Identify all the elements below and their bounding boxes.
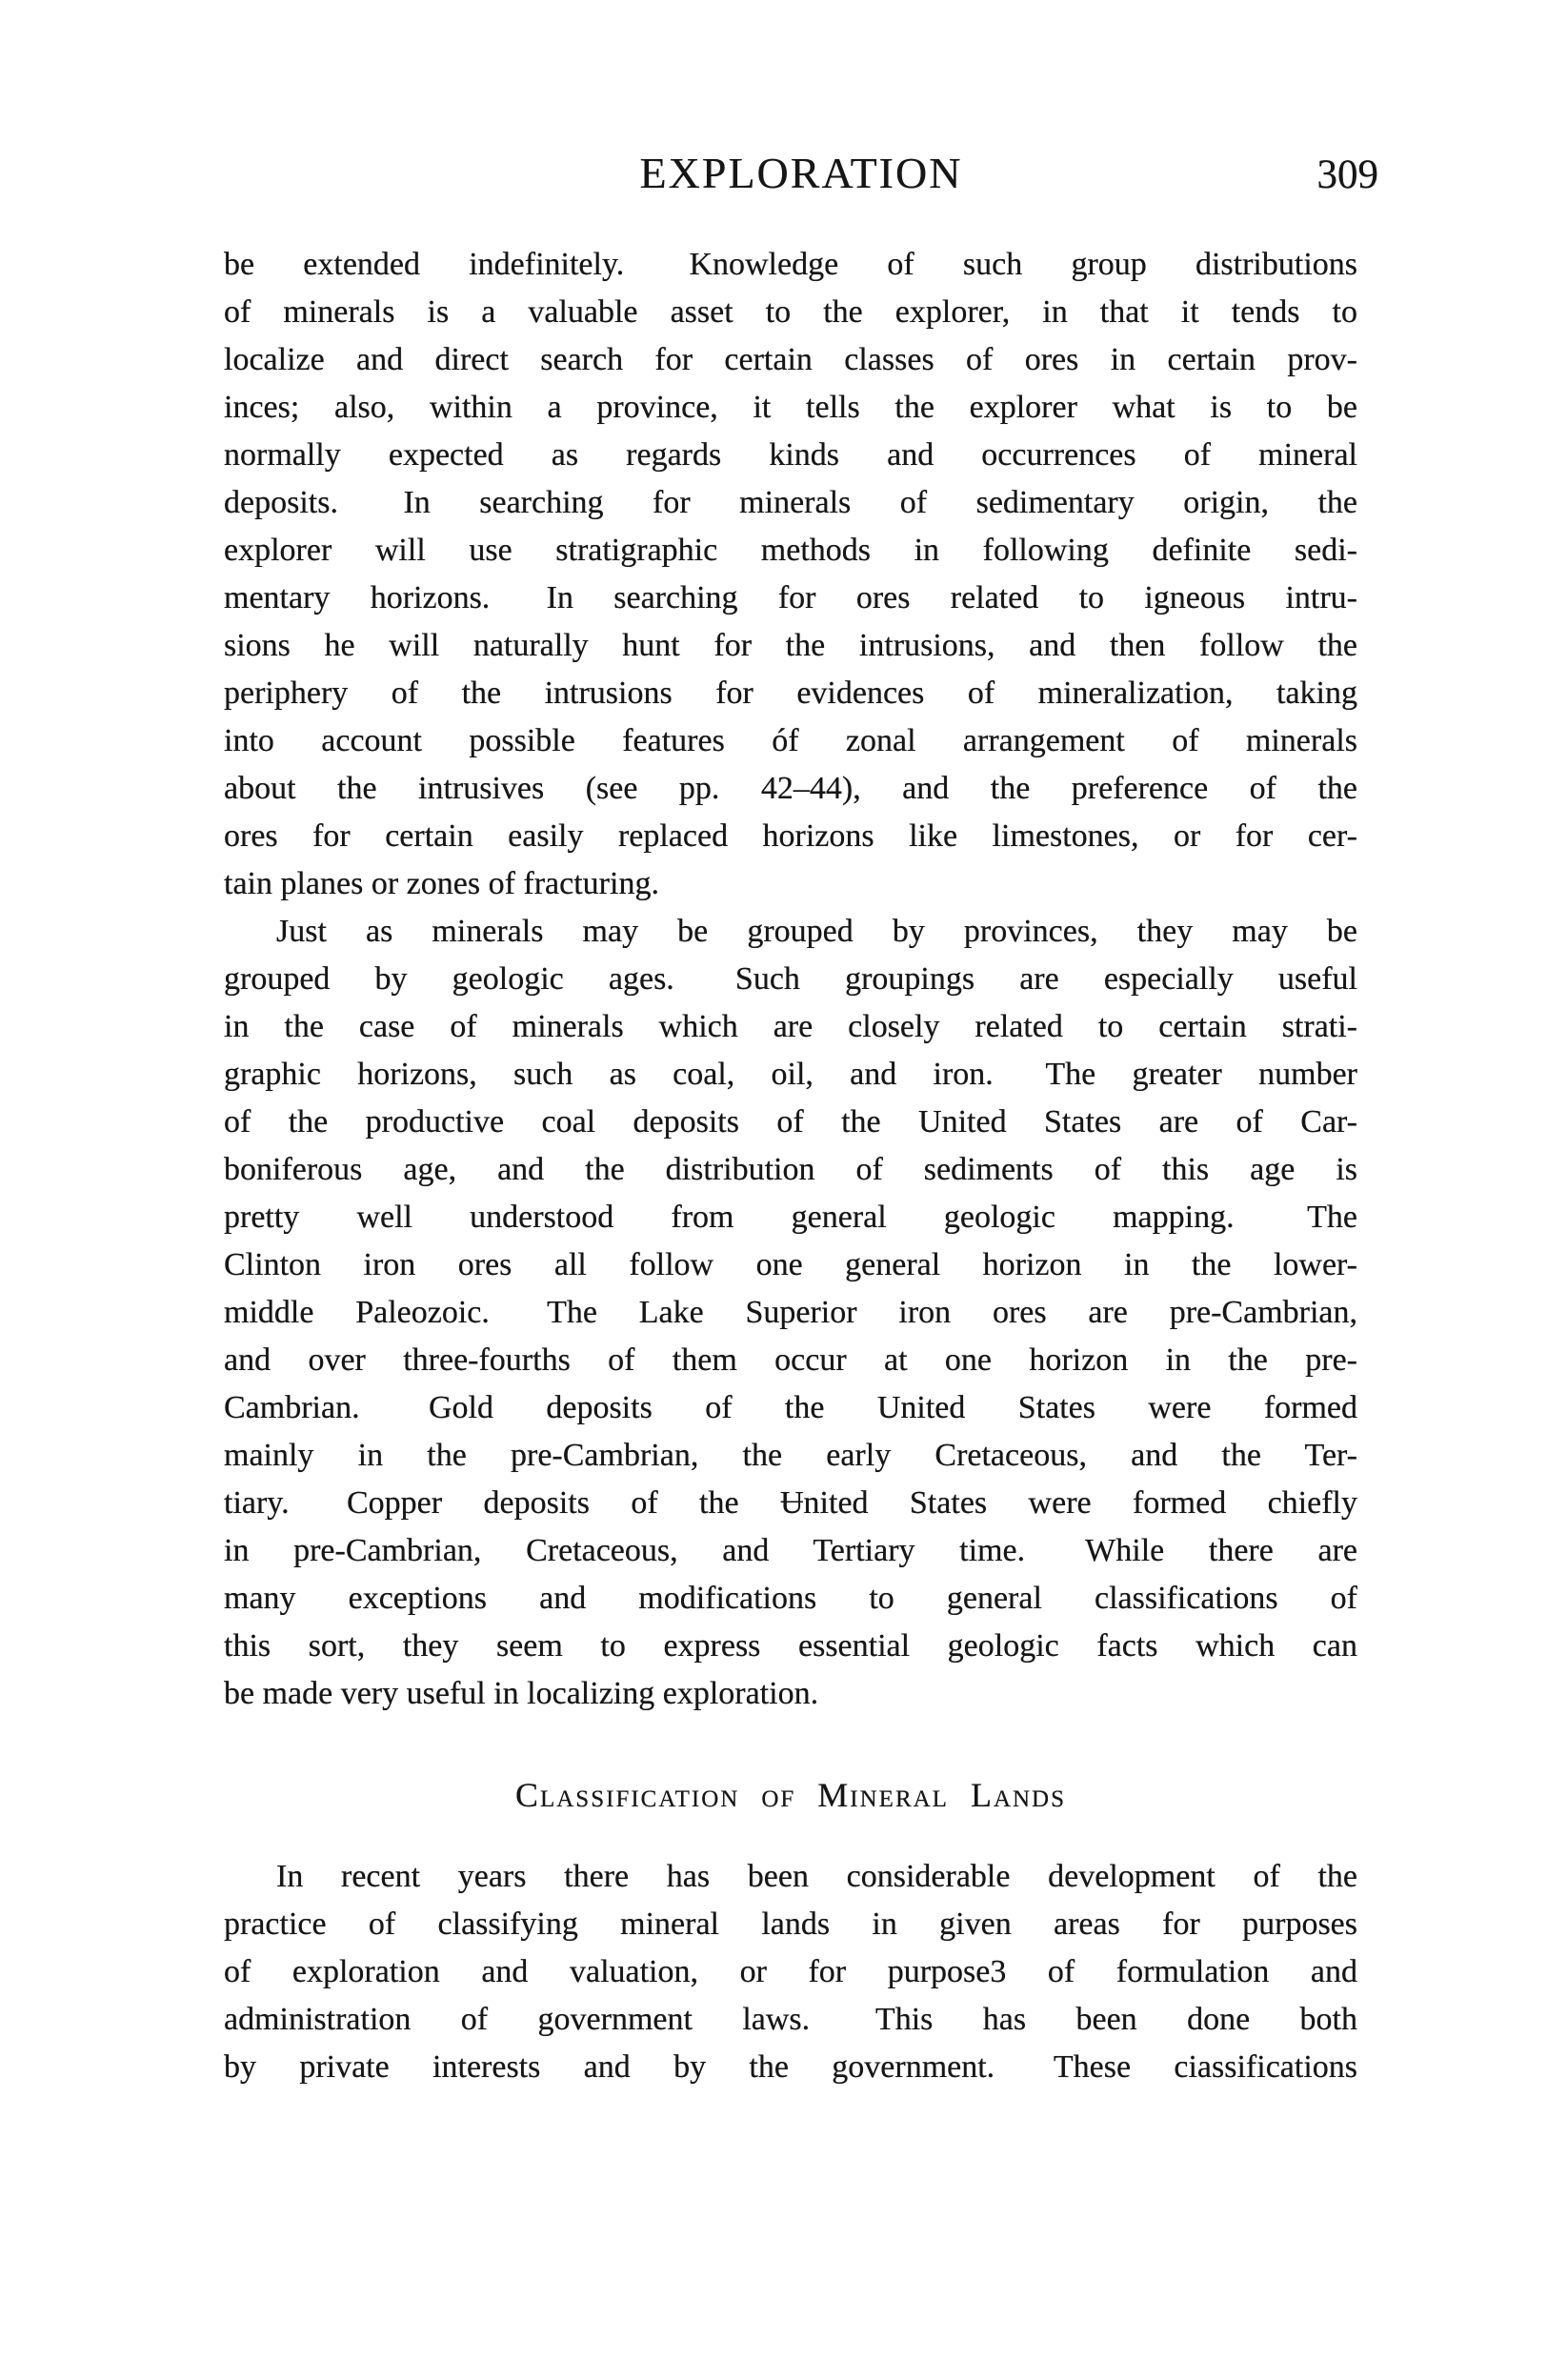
text-line: this sort, they seem to express essential geologic facts which can: [224, 1628, 1357, 1664]
text-line: and over three-fourths of them occur at one horizon in the pre-: [224, 1342, 1357, 1378]
text-line: deposits. In searching for minerals of sedimentary origin, the: [224, 485, 1357, 520]
text-line: explorer will use stratigraphic methods in following definite sedi-: [224, 533, 1357, 568]
page-body: [224, 241, 1357, 2091]
page-number: 309: [1316, 152, 1378, 197]
text-line: boniferous age, and the distribution of sediments of this age is: [224, 1152, 1357, 1187]
text-line: inces; also, within a province, it tells the explorer what is to be: [224, 390, 1357, 425]
text-line: by private interests and by the government. These ciassifications: [224, 2049, 1357, 2085]
text-line: tiary. Copper deposits of the Ʉnited States were formed chiefly: [224, 1485, 1357, 1521]
text-line: about the intrusives (see pp. 42–44), and the preference of the: [224, 771, 1357, 806]
paragraph-1: [224, 241, 1357, 908]
text-line: normally expected as regards kinds and occurrences of mineral: [224, 437, 1357, 473]
text-line: Clinton iron ores all follow one general horizon in the lower-: [224, 1247, 1357, 1282]
text-line: graphic horizons, such as coal, oil, and iron. The greater number: [224, 1057, 1357, 1092]
text-line: Just as minerals may be grouped by provinces, they may be: [276, 914, 1357, 949]
text-line: in pre-Cambrian, Cretaceous, and Tertiary time. While there are: [224, 1533, 1357, 1568]
paragraph-2: [224, 908, 1357, 1718]
text-line: localize and direct search for certain classes of ores in certain prov-: [224, 342, 1357, 377]
text-line: periphery of the intrusions for evidences of mineralization, taking: [224, 676, 1357, 711]
text-line: be made very useful in localizing exploration.: [224, 1676, 819, 1711]
text-line: ores for certain easily replaced horizons like limestones, or for cer-: [224, 818, 1357, 854]
text-line: mainly in the pre-Cambrian, the early Cretaceous, and the Ter-: [224, 1438, 1357, 1473]
text-line: into account possible features óf zonal arrangement of minerals: [224, 723, 1357, 758]
text-line: in the case of minerals which are closely related to certain strati-: [224, 1009, 1357, 1044]
text-line: grouped by geologic ages. Such groupings are especially useful: [224, 961, 1357, 997]
page-header: [224, 149, 1378, 198]
text-line: of minerals is a valuable asset to the explorer, in that it tends to: [224, 294, 1357, 330]
running-title: EXPLORATION: [639, 149, 963, 197]
text-line: In recent years there has been considerable development of the: [276, 1859, 1357, 1894]
paragraph-3: [224, 1853, 1357, 2091]
text-line: Cambrian. Gold deposits of the United States were formed: [224, 1390, 1357, 1425]
text-line: practice of classifying mineral lands in given areas for purposes: [224, 1906, 1357, 1942]
text-line: administration of government laws. This has been done both: [224, 2002, 1357, 2037]
text-line: mentary horizons. In searching for ores related to igneous intru-: [224, 580, 1357, 615]
text-line: of exploration and valuation, or for purpose3 of formulation and: [224, 1954, 1357, 1989]
text-line: sions he will naturally hunt for the intrusions, and then follow the: [224, 628, 1357, 663]
text-line: tain planes or zones of fracturing.: [224, 866, 659, 901]
text-line: pretty well understood from general geologic mapping. The: [224, 1200, 1357, 1235]
text-line: middle Paleozoic. The Lake Superior iron ores are pre-Cambrian,: [224, 1295, 1357, 1330]
text-line: many exceptions and modifications to general classifications of: [224, 1581, 1357, 1616]
text-line: of the productive coal deposits of the United States are of Car-: [224, 1104, 1357, 1140]
section-heading: Classification of Mineral Lands: [514, 1776, 1067, 1814]
text-line: be extended indefinitely. Knowledge of such group distributions: [224, 247, 1357, 282]
